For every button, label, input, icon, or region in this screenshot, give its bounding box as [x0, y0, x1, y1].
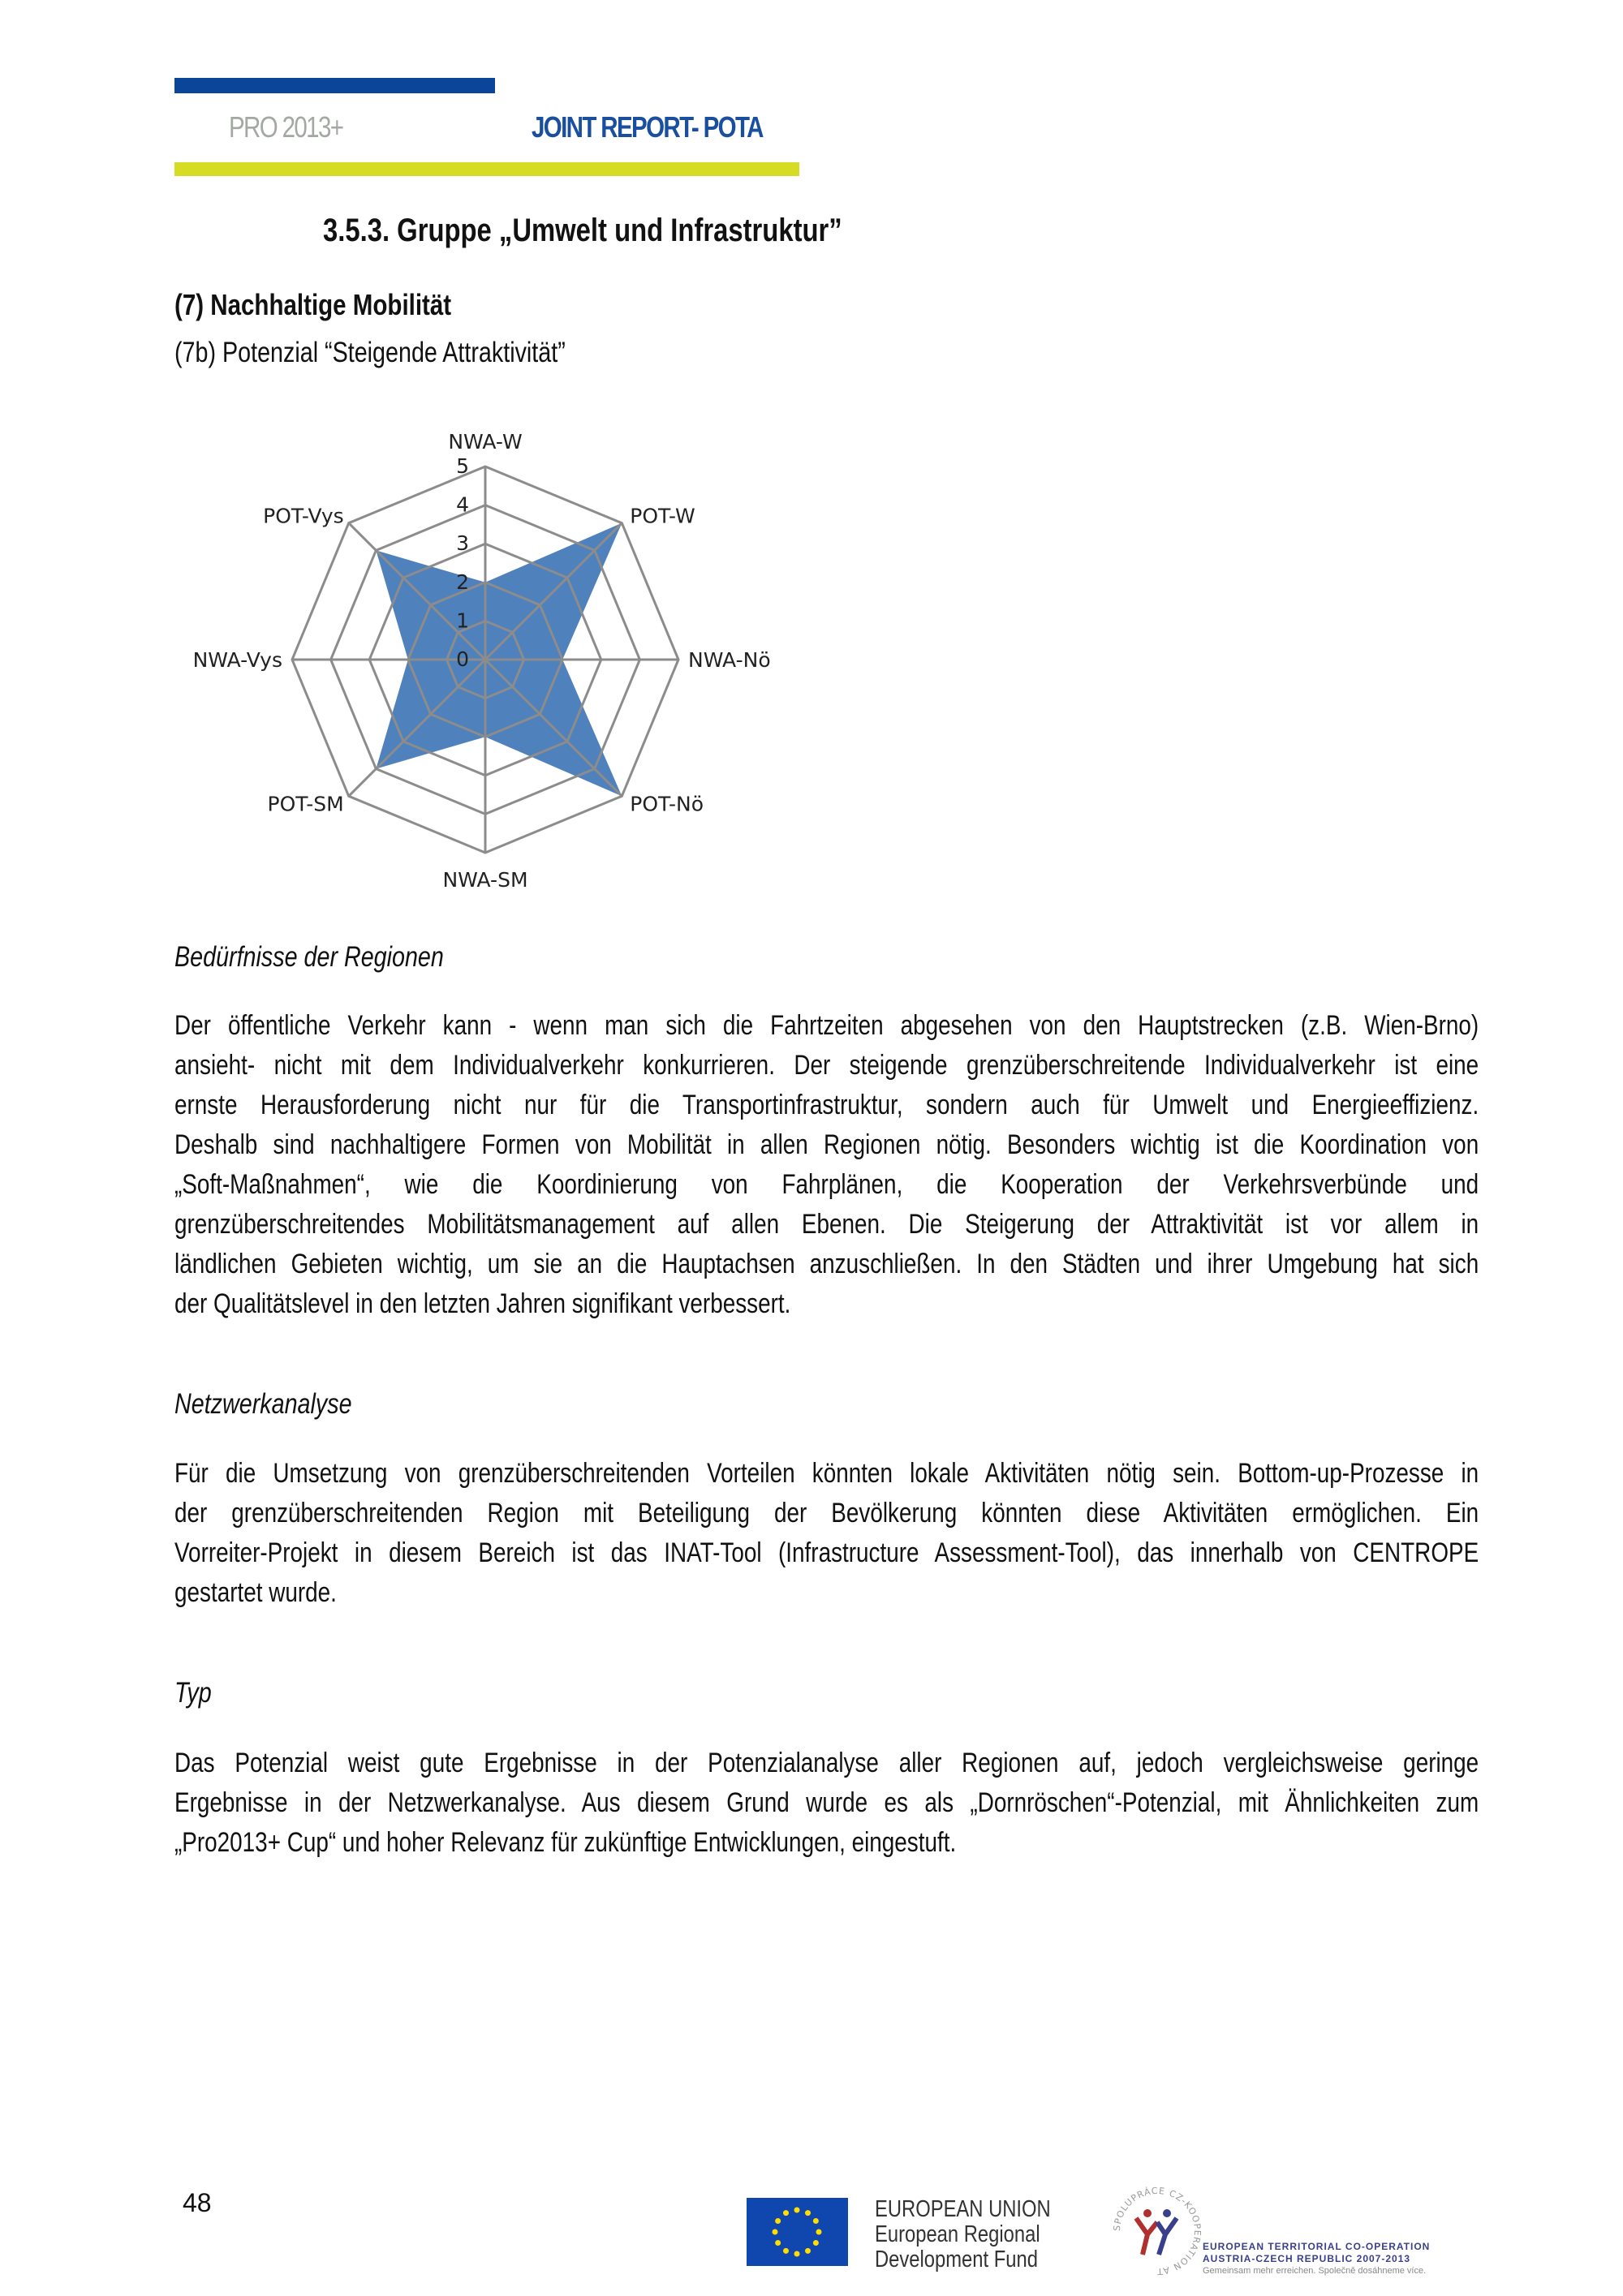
category-label: NWA-Vys [192, 648, 282, 672]
coop-head-red [1143, 2209, 1152, 2217]
text-line: gestartet wurde. [174, 1577, 337, 1608]
text-line: „Soft-Maßnahmen“, wie die Koordinierung von Fahrplänen, die Kooperation der Verkehrsverbünde und [174, 1169, 1479, 1200]
coop-figure-red [1136, 2218, 1157, 2255]
category-label: NWA-SM [442, 868, 528, 892]
header-project-label: PRO 2013+ [229, 110, 343, 144]
text-line: Vorreiter-Projekt in diesem Bereich ist das INAT-Tool (Infrastructure Assessment-Tool), das innerhalb von CENTROPE [174, 1537, 1479, 1568]
coop-head-blue [1163, 2209, 1171, 2217]
category-label: POT-Nö [630, 792, 704, 816]
page-number: 48 [183, 2188, 212, 2217]
paragraph-beduerfnisse [174, 1006, 1479, 1324]
text-line: Ergebnisse in der Netzwerkanalyse. Aus diesem Grund wurde es als „Dornröschen“-Potenzial, mit Ähnlichkeiten zum [174, 1787, 1479, 1818]
etc-program-text [1203, 2241, 1430, 2277]
radar-chart [0, 406, 893, 933]
section-title: 3.5.3. Gruppe „Umwelt und Infrastruktur” [323, 213, 842, 248]
category-label: POT-W [630, 504, 695, 528]
eu-fund-text [875, 2197, 1051, 2272]
eu-stars-icon [747, 2198, 848, 2266]
text-line: der grenzüberschreitenden Region mit Beteiligung der Bevölkerung könnten diese Aktivitäten ermöglichen. Ein [174, 1498, 1479, 1529]
category-label: NWA-W [448, 430, 523, 454]
etc-line: AUSTRIA-CZECH REPUBLIC 2007-2013 [1203, 2253, 1411, 2264]
star-icon [813, 2240, 819, 2246]
eu-line: European Regional [875, 2221, 1040, 2247]
star-icon [775, 2240, 781, 2246]
star-icon [773, 2229, 778, 2235]
category-label: POT-Vys [263, 504, 344, 528]
eu-line: Development Fund [875, 2247, 1038, 2272]
tick-label: 2 [456, 570, 469, 594]
coop-figure-blue [1157, 2218, 1177, 2255]
star-icon [794, 2208, 800, 2213]
star-icon [783, 2210, 789, 2216]
paragraph-typ [174, 1743, 1479, 1863]
text-line: ansieht- nicht mit dem Individualverkehr konkurrieren. Der steigende grenzüberschreitende Individualverkehr ist eine [174, 1050, 1479, 1081]
text-line: Deshalb sind nachhaltigere Formen von Mobilität in allen Regionen nötig. Besonders wichtig ist die Koordination von [174, 1129, 1479, 1160]
star-icon [816, 2229, 822, 2235]
star-icon [805, 2248, 811, 2254]
text-line: grenzüberschreitendes Mobilitätsmanagement auf allen Ebenen. Die Steigerung der Attraktivität ist vor allem in [174, 1209, 1479, 1240]
text-line: „Pro2013+ Cup“ und hoher Relevanz für zukünftige Entwicklungen, eingestuft. [174, 1827, 957, 1858]
header-blue-bar [174, 78, 495, 93]
heading-typ: Typ [174, 1677, 212, 1709]
coop-logo-text: SPOLUPRÁCE CZ-KOOPERATION AT [1111, 2185, 1203, 2277]
tick-label: 5 [456, 454, 469, 478]
text-line: der Qualitätslevel in den letzten Jahren signifikant verbessert. [174, 1288, 791, 1319]
coop-logo-ring-text [1112, 2186, 1203, 2277]
heading-netzwerkanalyse: Netzwerkanalyse [174, 1388, 352, 1420]
text-line: Der öffentliche Verkehr kann - wenn man sich die Fahrtzeiten abgesehen von den Hauptstrecken (z.B. Wien-Brno) [174, 1010, 1479, 1041]
potential-title: (7b) Potenzial “Steigende Attraktivität” [174, 337, 566, 368]
tick-label: 3 [456, 531, 469, 556]
star-icon [775, 2218, 781, 2224]
etc-tagline: Gemeinsam mehr erreichen. Společně dosáhneme více. [1203, 2266, 1427, 2276]
star-icon [805, 2210, 811, 2216]
star-icon [813, 2218, 819, 2224]
star-icon [794, 2251, 800, 2257]
text-line: ernste Herausforderung nicht nur für die Transportinfrastruktur, sondern auch für Umwelt und Energieeffizienz. [174, 1090, 1479, 1120]
tick-label: 4 [456, 492, 469, 517]
tick-label: 0 [456, 647, 469, 671]
text-line: Für die Umsetzung von grenzüberschreitenden Vorteilen könnten lokale Aktivitäten nötig sein. Bottom-up-Prozesse in [174, 1458, 1479, 1489]
subsection-title: (7) Nachhaltige Mobilität [174, 288, 452, 321]
text-line: ländlichen Gebieten wichtig, um sie an die Hauptachsen anzuschließen. In den Städten und ihrer Umgebung hat sich [174, 1249, 1479, 1279]
etc-line: EUROPEAN TERRITORIAL CO-OPERATION [1203, 2241, 1431, 2252]
paragraph-netzwerkanalyse [174, 1454, 1479, 1613]
heading-beduerfnisse: Bedürfnisse der Regionen [174, 941, 444, 973]
star-icon [783, 2248, 789, 2254]
eu-line: EUROPEAN UNION [875, 2196, 1051, 2222]
header-yellow-bar [174, 162, 799, 176]
cooperation-logo [1109, 2182, 1206, 2280]
header-report-title: JOINT REPORT- POTA [532, 110, 763, 144]
eu-flag-logo [747, 2198, 848, 2266]
tick-label: 1 [456, 608, 469, 633]
category-label: POT-SM [267, 792, 344, 816]
text-line: Das Potenzial weist gute Ergebnisse in der Potenzialanalyse aller Regionen auf, jedoch vergleichsweise geringe [174, 1748, 1479, 1778]
category-label: NWA-Nö [688, 648, 771, 672]
